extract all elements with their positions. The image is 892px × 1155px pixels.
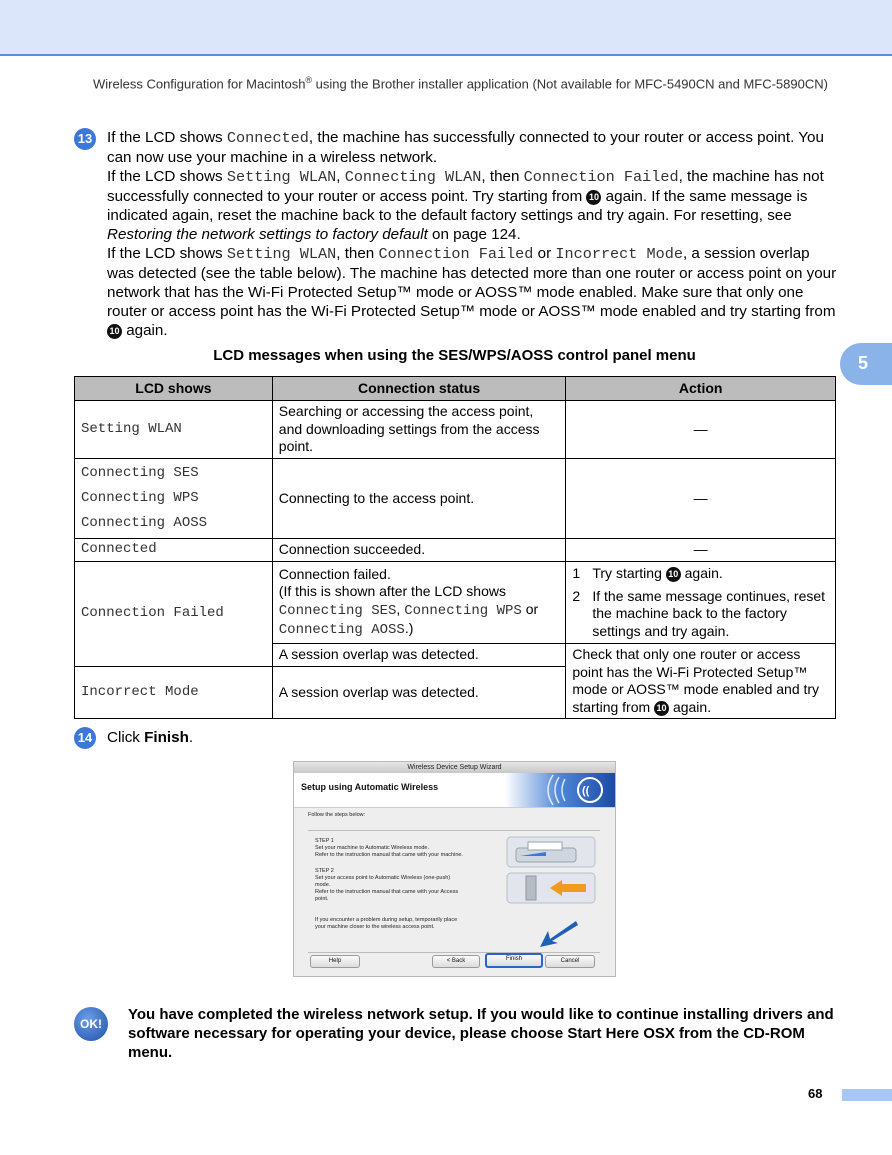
text: , then xyxy=(336,245,379,262)
table-header-row xyxy=(75,377,836,401)
text: If the LCD shows xyxy=(107,245,227,262)
lcd-cell: Connected xyxy=(75,539,273,562)
action-list xyxy=(572,565,829,640)
step-2-line: mode. xyxy=(315,882,331,888)
text: , xyxy=(336,168,345,185)
help-button[interactable]: Help xyxy=(310,955,360,968)
text: If the same message continues, reset the machine back to the factory settings and try again. xyxy=(592,587,826,639)
wireless-logo-icon xyxy=(505,773,615,807)
item-number: 2 xyxy=(572,587,581,604)
chapter-number: 5 xyxy=(858,353,869,373)
step-14-marker: 14 xyxy=(74,727,96,749)
lcd-line: Connecting AOSS xyxy=(81,515,208,531)
text: Click xyxy=(107,729,145,746)
step-2-line: point. xyxy=(315,896,329,902)
step-reference-icon: 10 xyxy=(666,567,681,582)
text: If the LCD shows xyxy=(107,129,227,146)
status-cell: Connection succeeded. xyxy=(272,539,566,562)
text: . xyxy=(188,729,194,746)
table-row xyxy=(75,459,836,539)
column-header: LCD shows xyxy=(75,377,273,401)
step-2-line: Set your access point to Automatic Wireless (one-push) xyxy=(315,875,451,881)
text: , a session overlap was detected (see the table below). The machine has detected more than one router or access point on your network that has the Wi-Fi Protected Setup™ mode or AOSS™ mode enabled. Make sure that only one router or access point has the Wi-Fi Protected Setup™ mode or AOSS™ mode enabled and try starting from xyxy=(107,245,837,320)
header-text-pre: Wireless Configuration for Macintosh xyxy=(93,76,306,92)
step-1-block xyxy=(315,838,463,859)
status-cell: Connecting to the access point. xyxy=(272,459,566,539)
action-cell xyxy=(566,644,836,719)
step-reference-icon: 10 xyxy=(107,324,122,339)
text: Try starting xyxy=(592,565,666,581)
step-14-text xyxy=(107,729,193,746)
action-cell xyxy=(566,562,836,644)
text: again. xyxy=(669,698,712,715)
lcd-text: Connection Failed xyxy=(378,245,534,263)
column-header: Connection status xyxy=(272,377,566,401)
text: (If this is shown after the LCD shows xyxy=(278,583,506,599)
page-top-band xyxy=(0,0,892,56)
lcd-text: Incorrect Mode xyxy=(555,245,683,263)
column-header: Action xyxy=(566,377,836,401)
lcd-text: Connection Failed xyxy=(523,168,679,186)
status-line xyxy=(279,583,560,640)
note-line: If you encounter a problem during setup, temporarily place xyxy=(315,917,458,923)
page-number: 68 xyxy=(808,1086,823,1101)
action-cell: — xyxy=(566,539,836,562)
step-1-line: Set your machine to Automatic Wireless mode. xyxy=(315,845,430,851)
action-cell: — xyxy=(566,401,836,459)
step-reference-icon: 10 xyxy=(654,701,669,716)
text: on page 124. xyxy=(427,226,521,243)
lcd-cell: Connection Failed xyxy=(75,562,273,667)
list-item xyxy=(572,588,829,641)
arrow-pointer-icon xyxy=(538,917,580,949)
list-item xyxy=(572,565,829,583)
lcd-text: Connecting AOSS xyxy=(278,622,405,638)
step-1-line: Refer to the instruction manual that came with your machine. xyxy=(315,852,463,858)
text: .) xyxy=(404,620,414,636)
step-2-title: STEP 2 xyxy=(315,868,334,874)
text: If the LCD shows xyxy=(107,168,227,185)
step-reference-icon: 10 xyxy=(586,190,601,205)
status-cell: A session overlap was detected. xyxy=(272,644,566,667)
action-cell: — xyxy=(566,459,836,539)
step-1-title: STEP 1 xyxy=(315,838,334,844)
setup-wizard-screenshot xyxy=(293,761,616,977)
lcd-line: Connecting SES xyxy=(81,465,199,481)
wizard-banner xyxy=(294,773,615,808)
window-title: Wireless Device Setup Wizard xyxy=(294,762,615,773)
text: again. xyxy=(680,565,723,581)
access-point-icon xyxy=(506,872,596,904)
text: , then xyxy=(481,168,524,185)
step-2-block xyxy=(315,868,458,903)
cancel-button[interactable]: Cancel xyxy=(545,955,595,968)
back-button[interactable]: < Back xyxy=(432,955,480,968)
text: again. If the same message is indicated again, reset the machine back to the default factory settings and try again. For resetting, see xyxy=(107,188,808,224)
text: or xyxy=(521,600,539,617)
cross-reference-title: Restoring the network settings to factory default xyxy=(107,226,428,243)
status-line: Connection failed. xyxy=(278,565,391,582)
text: , the machine has successfully connected to your router or access point. You can now use your machine in a wireless network. xyxy=(107,129,824,166)
svg-text:((: (( xyxy=(582,785,590,797)
table-row xyxy=(75,539,836,562)
lcd-cell: Incorrect Mode xyxy=(75,667,273,719)
text: again. xyxy=(122,322,168,339)
lcd-cell xyxy=(75,459,273,539)
completion-note: You have completed the wireless network setup. If you would like to continue installing drivers and software necessary for operating your device, please choose Start Here OSX from the CD-ROM menu. xyxy=(128,1006,834,1061)
lcd-messages-table xyxy=(74,376,836,719)
text: , xyxy=(396,600,405,617)
table-row xyxy=(75,562,836,644)
lcd-text: Setting WLAN xyxy=(226,168,337,186)
text: or xyxy=(533,245,556,262)
ok-badge-icon: OK! xyxy=(74,1007,108,1041)
lcd-cell: Setting WLAN xyxy=(75,401,273,459)
table-row xyxy=(75,401,836,459)
page-number-bar xyxy=(842,1089,892,1101)
divider xyxy=(308,830,600,831)
header-text-post: using the Brother installer application (Not available for MFC-5490CN and MFC-5890CN) xyxy=(312,76,828,92)
step-2-line: Refer to the instruction manual that came with your Access xyxy=(315,889,459,895)
text: , the machine has not successfully connected to your router or access point. Try starting from xyxy=(107,168,824,205)
item-number: 1 xyxy=(572,565,581,581)
lcd-text: Connected xyxy=(226,129,309,147)
lcd-text: Setting WLAN xyxy=(226,245,337,263)
registered-mark: ® xyxy=(305,75,313,85)
chapter-tab xyxy=(840,343,892,385)
printer-icon xyxy=(506,836,596,868)
lcd-text: Connecting WPS xyxy=(404,602,522,619)
status-cell: Searching or accessing the access point, and downloading settings from the access point. xyxy=(272,401,566,459)
note-line: your machine closer to the wireless access point. xyxy=(315,924,435,930)
lcd-text: Connecting SES xyxy=(278,602,397,619)
status-cell xyxy=(272,562,566,644)
step-13-marker: 13 xyxy=(74,128,96,150)
divider xyxy=(308,952,600,953)
follow-steps-text: Follow the steps below: xyxy=(308,812,366,818)
lcd-text: Connecting WLAN xyxy=(344,168,482,186)
lcd-line: Connecting WPS xyxy=(81,490,199,506)
finish-button[interactable]: Finish xyxy=(485,953,543,968)
finish-label: Finish xyxy=(144,729,189,746)
step-13-text xyxy=(107,128,837,340)
status-cell: A session overlap was detected. xyxy=(272,667,566,719)
wizard-title: Setup using Automatic Wireless xyxy=(301,782,439,792)
table-caption: LCD messages when using the SES/WPS/AOSS control panel menu xyxy=(213,347,696,364)
running-header xyxy=(93,75,828,91)
note-block xyxy=(315,917,457,931)
text: Check that only one router or access point has the Wi-Fi Protected Setup™ mode or AOSS™ mode enabled and try starting from xyxy=(572,646,820,715)
